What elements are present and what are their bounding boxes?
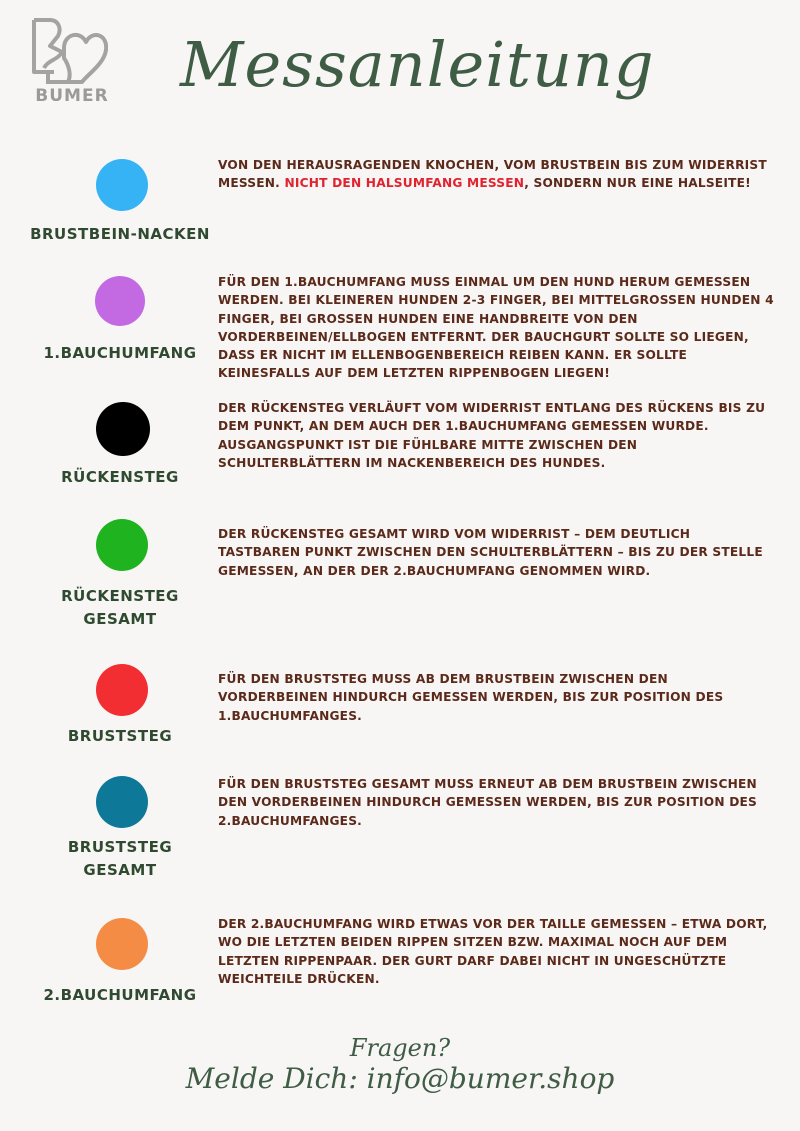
brand-logo: [22, 12, 107, 107]
color-dot-rueckensteg: [96, 402, 150, 456]
desc-bruststeg-gesamt: FÜR DEN BRUSTSTEG GESAMT MUSS ERNEUT AB DEM BRUSTBEIN ZWISCHEN DEN VORDERBEINEN HINDURCH GEMESSEN WERDEN, BIS ZUR POSITION DES 2.BAUCHUMFANGES.: [218, 777, 758, 828]
desc-rueckensteg-gesamt: DER RÜCKENSTEG GESAMT WIRD VOM WIDERRIST – DEM DEUTLICH TASTBAREN PUNKT ZWISCHEN DEN SCHULTERBLÄTTERN – BIS ZU DER STELLE GEMESSEN, AN DER DER 2.BAUCHUMFANG GENOMMEN WIRD.: [218, 527, 763, 578]
label-line: BRUSTSTEG: [67, 838, 173, 856]
desc-bruststeg: FÜR DEN BRUSTSTEG MUSS AB DEM BRUSTBEIN ZWISCHEN DEN VORDERBEINEN HINDURCH GEMESSEN WERDEN, BIS ZUR POSITION DES 1.BAUCHUMFANGES.: [218, 672, 724, 723]
color-dot-2-bauchumfang: [96, 918, 148, 970]
desc-text: , SONDERN NUR EINE HALSEITE!: [524, 176, 751, 191]
label-rueckensteg: RÜCKENSTEG: [61, 468, 179, 486]
label-line: GESAMT: [83, 861, 157, 879]
desc-brustbein-nacken: [218, 156, 774, 193]
label-line: GESAMT: [83, 610, 157, 628]
label-line: RÜCKENSTEG: [61, 587, 179, 605]
footer-contact[interactable]: Melde Dich: info@bumer.shop: [185, 1062, 615, 1095]
label-rueckensteg-gesamt: [20, 585, 220, 631]
label-bruststeg-gesamt: [20, 836, 220, 882]
color-dot-brustbein-nacken: [96, 159, 148, 211]
color-dot-bruststeg-gesamt: [96, 776, 148, 828]
label-brustbein-nacken: BRUSTBEIN-NACKEN: [30, 225, 210, 243]
desc-1-bauchumfang: FÜR DEN 1.BAUCHUMFANG MUSS EINMAL UM DEN HUND HERUM GEMESSEN WERDEN. BEI KLEINEREN HUNDEN 2-3 FINGER, BEI MITTELGROSSEN HUNDEN 4 FINGER, BEI GROSSEN HUNDEN EINE HANDBREITE VON DEN VORDERBEINEN/ELLBOGEN ENTFERNT. DER BAUCHGURT SOLLTE SO LIEGEN, DASS ER NICHT IM ELLENBOGENBEREICH REIBEN KANN. ER SOLLTE KEINESFALLS AUF DEM LETZTEN RIPPENBOGEN LIEGEN!: [218, 275, 774, 381]
label-1-bauchumfang: 1.BAUCHUMFANG: [43, 344, 197, 362]
logo-text: BUMER: [35, 86, 109, 106]
page-title: Messanleitung: [180, 28, 655, 101]
color-dot-rueckensteg-gesamt: [96, 519, 148, 571]
footer-question: Fragen?: [349, 1034, 451, 1062]
label-bruststeg: BRUSTSTEG: [67, 727, 173, 745]
label-2-bauchumfang: 2.BAUCHUMFANG: [43, 986, 197, 1004]
desc-rueckensteg: DER RÜCKENSTEG VERLÄUFT VOM WIDERRIST ENTLANG DES RÜCKENS BIS ZU DEM PUNKT, AN DEM AUCH DER 1.BAUCHUMFANG GEMESSEN WURDE. AUSGANGSPUNKT IST DIE FÜHLBARE MITTE ZWISCHEN DEN SCHULTERBLÄTTERN IM NACKENBEREICH DES HUNDES.: [218, 401, 766, 470]
warning-highlight: NICHT DEN HALSUMFANG MESSEN: [284, 176, 525, 191]
desc-text: VON DEN HERAUSRAGENDEN KNOCHEN, VOM BRUSTBEIN BIS ZUM WIDERRIST MESSEN.: [218, 158, 767, 191]
dog-heart-logo-icon: [28, 12, 108, 87]
color-dot-1-bauchumfang: [95, 276, 145, 326]
color-dot-bruststeg: [96, 664, 148, 716]
desc-2-bauchumfang: DER 2.BAUCHUMFANG WIRD ETWAS VOR DER TAILLE GEMESSEN – ETWA DORT, WO DIE LETZTEN BEIDEN RIPPEN SITZEN BZW. MAXIMAL NOCH AUF DEM LETZTEN RIPPENPAAR. DER GURT DARF DABEI NICHT IN UNGESCHÜTZTE WEICHTEILE DRÜCKEN.: [218, 917, 768, 986]
